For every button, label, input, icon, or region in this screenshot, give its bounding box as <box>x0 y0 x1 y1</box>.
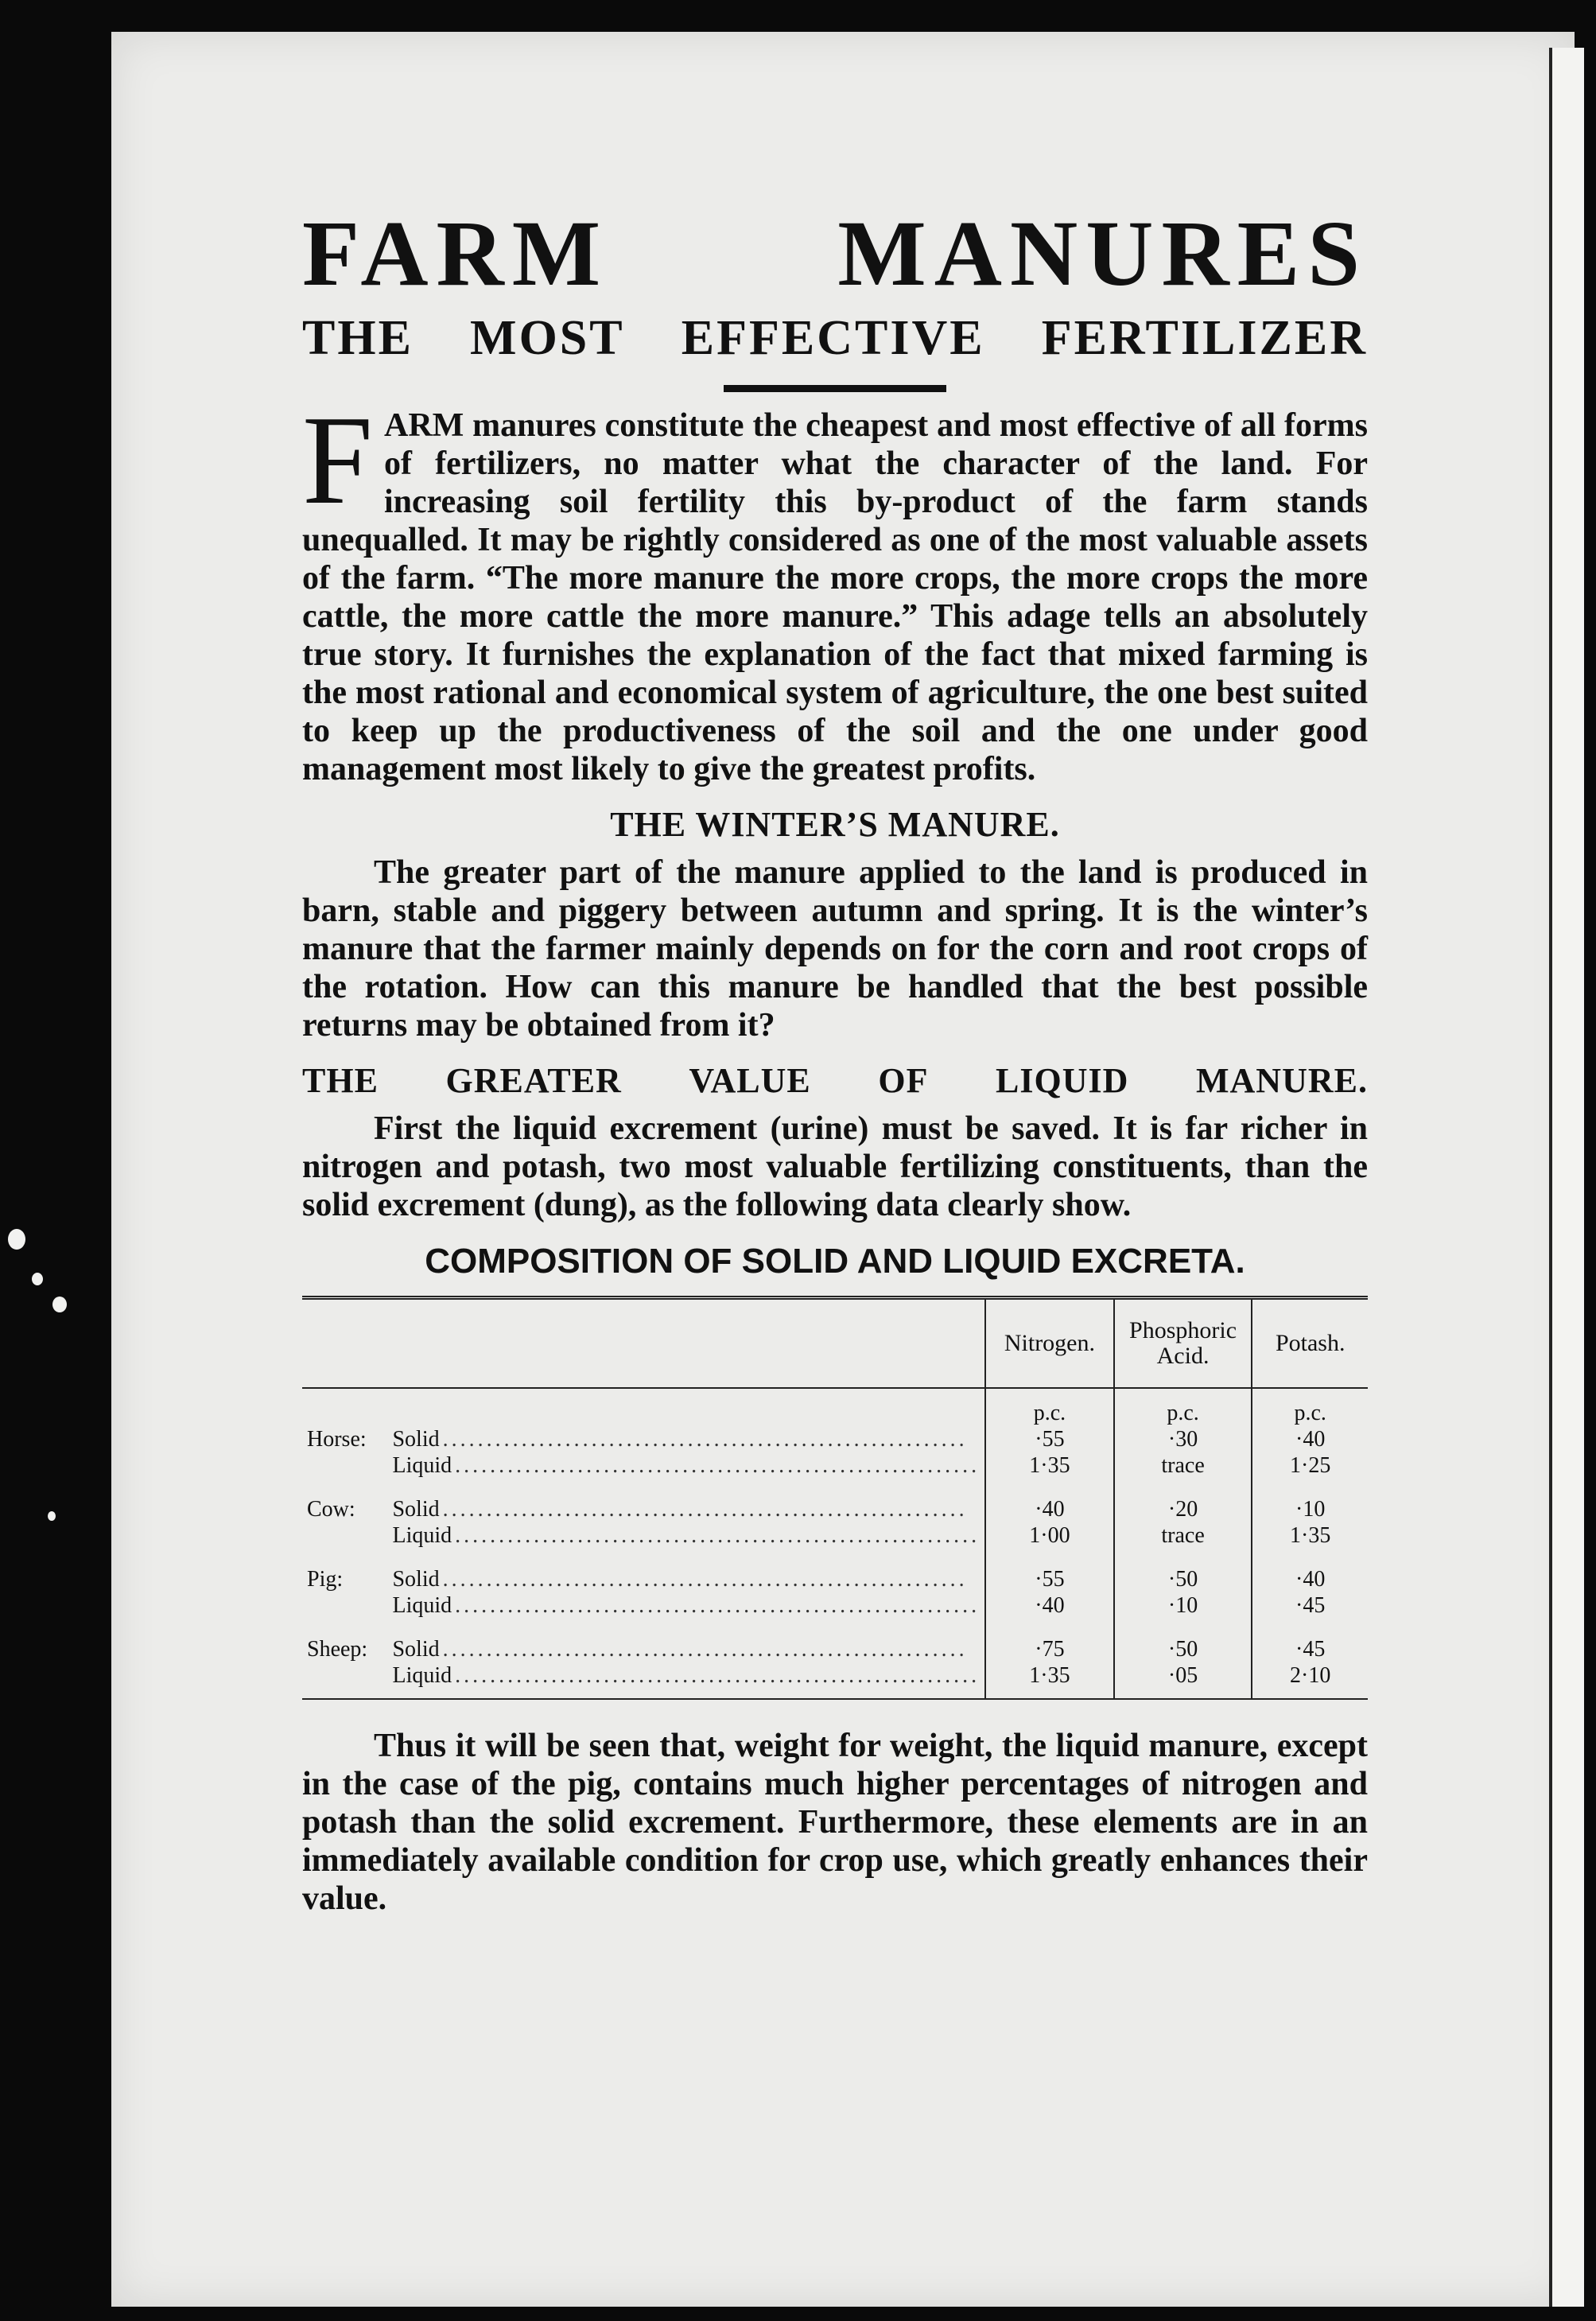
dot-leader: ............................................................ <box>455 1523 981 1548</box>
animal-label: Cow: <box>307 1497 355 1522</box>
animal-label: Sheep: <box>307 1637 368 1662</box>
unit-label: p.c. <box>985 1388 1114 1426</box>
dot-leader: ............................................................ <box>455 1593 981 1618</box>
excreta-kind-label: Solid <box>392 1427 442 1452</box>
phosphoric-value: ·50 <box>1114 1549 1252 1592</box>
section-heading-liquid <box>302 1060 1368 1102</box>
margin-speck <box>8 1229 25 1250</box>
subtitle-word: MOST <box>470 311 625 365</box>
table-row <box>302 1619 1368 1662</box>
header-potash: Potash. <box>1252 1298 1368 1389</box>
excreta-kind <box>387 1662 985 1699</box>
dot-leader: ............................................................ <box>455 1453 981 1478</box>
subtitle-word: EFFECTIVE <box>681 311 985 365</box>
table-row <box>302 1522 1368 1549</box>
intro-paragraph <box>302 389 1368 788</box>
dot-leader: ............................................................ <box>442 1567 968 1592</box>
title-divider <box>724 385 946 392</box>
dot-leader: ............................................................ <box>442 1637 968 1662</box>
nitrogen-value: ·75 <box>985 1619 1114 1662</box>
excreta-kind-label: Liquid <box>392 1453 455 1478</box>
heading-word: GREATER <box>445 1061 622 1100</box>
animal-label: Horse: <box>307 1427 367 1452</box>
excreta-kind-label: Liquid <box>392 1593 455 1618</box>
nitrogen-value: 1·00 <box>985 1522 1114 1549</box>
heading-word: MANURE. <box>1195 1061 1368 1100</box>
phosphoric-value: trace <box>1114 1452 1252 1479</box>
margin-speck <box>52 1297 67 1312</box>
potash-value: 2·10 <box>1252 1662 1368 1699</box>
subtitle-word: THE <box>302 311 414 365</box>
header-nitrogen: Nitrogen. <box>985 1298 1114 1389</box>
header-phosphoric: Phosphoric Acid. <box>1114 1298 1252 1389</box>
table-header-row <box>302 1298 1368 1389</box>
title-word-2: MANURES <box>837 201 1368 305</box>
excreta-kind <box>387 1592 985 1619</box>
phosphoric-value: ·30 <box>1114 1426 1252 1452</box>
phosphoric-value: ·05 <box>1114 1662 1252 1699</box>
excreta-kind-label: Solid <box>392 1567 442 1592</box>
table-body <box>302 1388 1368 1699</box>
header-blank <box>302 1298 985 1389</box>
article <box>302 201 1368 1918</box>
potash-value: 1·25 <box>1252 1452 1368 1479</box>
phosphoric-value: ·10 <box>1114 1592 1252 1619</box>
facing-page-edge <box>1552 48 1584 2307</box>
potash-value: ·40 <box>1252 1549 1368 1592</box>
table-row <box>302 1426 1368 1452</box>
animal-label <box>302 1452 387 1479</box>
dot-leader: ............................................................ <box>455 1663 981 1688</box>
table-row <box>302 1592 1368 1619</box>
table-row <box>302 1549 1368 1592</box>
dot-leader: ............................................................ <box>442 1497 968 1522</box>
heading-word: OF <box>878 1061 929 1100</box>
table-row <box>302 1479 1368 1522</box>
margin-speck <box>32 1273 43 1285</box>
phosphoric-value: ·20 <box>1114 1479 1252 1522</box>
animal-label: Pig: <box>307 1567 344 1592</box>
dot-leader: ............................................................ <box>442 1427 968 1452</box>
nitrogen-value: ·55 <box>985 1426 1114 1452</box>
subtitle-word: FERTILIZER <box>1041 311 1368 365</box>
unit-row <box>302 1388 1368 1426</box>
nitrogen-value: ·40 <box>985 1479 1114 1522</box>
animal-label <box>302 1662 387 1699</box>
phosphoric-value: ·50 <box>1114 1619 1252 1662</box>
excreta-kind-label: Liquid <box>392 1663 455 1688</box>
intro-text: ARM manures constitute the cheapest and most effective of all forms of fertilizers, no matter what the character of the land. For increasing soil fertility this by-product of the farm stands unequalled. It may be rightly considered as one of the most valuable assets of the farm. “The more manure the more crops, the more crops the more cattle, the more cattle the more manure.” This adage tells an absolutely true story. It furnishes the explanation of the fact that mixed farming is the most rational and economical system of agriculture, the one best suited to keep up the productiveness of the soil and the one under good management most likely to give the greatest profits. <box>302 407 1368 787</box>
drop-cap: F <box>302 389 373 531</box>
potash-value: ·40 <box>1252 1426 1368 1452</box>
animal-label <box>302 1592 387 1619</box>
nitrogen-value: 1·35 <box>985 1662 1114 1699</box>
phosphoric-value: trace <box>1114 1522 1252 1549</box>
nitrogen-value: 1·35 <box>985 1452 1114 1479</box>
margin-speck <box>48 1511 56 1521</box>
page-subtitle <box>302 313 1368 363</box>
title-word-1: FARM <box>302 201 609 305</box>
excreta-kind <box>387 1452 985 1479</box>
table-row <box>302 1452 1368 1479</box>
excreta-kind <box>387 1479 985 1522</box>
excreta-kind-label: Solid <box>392 1637 442 1662</box>
unit-label: p.c. <box>1252 1388 1368 1426</box>
potash-value: ·10 <box>1252 1479 1368 1522</box>
nitrogen-value: ·55 <box>985 1549 1114 1592</box>
table-title: COMPOSITION OF SOLID AND LIQUID EXCRETA. <box>425 1242 1245 1281</box>
animal-label <box>302 1522 387 1549</box>
excreta-kind-label: Liquid <box>392 1523 455 1548</box>
table-row <box>302 1662 1368 1699</box>
nitrogen-value: ·40 <box>985 1592 1114 1619</box>
excreta-kind <box>387 1619 985 1662</box>
liquid-paragraph: First the liquid excrement (urine) must be saved. It is far richer in nitrogen and potash, two most valuable fertilizing constituents, than the solid excrement (dung), as the following data clearly show. <box>302 1110 1368 1223</box>
composition-table <box>302 1296 1368 1700</box>
heading-word: LIQUID <box>996 1061 1129 1100</box>
excreta-kind <box>387 1549 985 1592</box>
winter-paragraph: The greater part of the manure applied to the land is produced in barn, stable and piggery between autumn and spring. It is the winter’s manure that the farmer mainly depends on for the corn and root crops of the rotation. How can this manure be handled that the best possible returns may be obtained from it? <box>302 854 1368 1044</box>
excreta-kind <box>387 1426 985 1452</box>
page-title <box>302 201 1368 305</box>
unit-label: p.c. <box>1114 1388 1252 1426</box>
potash-value: ·45 <box>1252 1592 1368 1619</box>
section-heading-winter: THE WINTER’S MANURE. <box>610 805 1060 844</box>
excreta-kind-label: Solid <box>392 1497 442 1522</box>
closing-paragraph: Thus it will be seen that, weight for weight, the liquid manure, except in the case of the pig, contains much higher percentages of nitrogen and potash than the solid excrement. Furthermore, these elements are in an immediately available condition for crop use, which greatly enhances their value. <box>302 1728 1368 1917</box>
excreta-kind <box>387 1522 985 1549</box>
heading-word: THE <box>302 1061 379 1100</box>
potash-value: 1·35 <box>1252 1522 1368 1549</box>
potash-value: ·45 <box>1252 1619 1368 1662</box>
heading-word: VALUE <box>689 1061 811 1100</box>
